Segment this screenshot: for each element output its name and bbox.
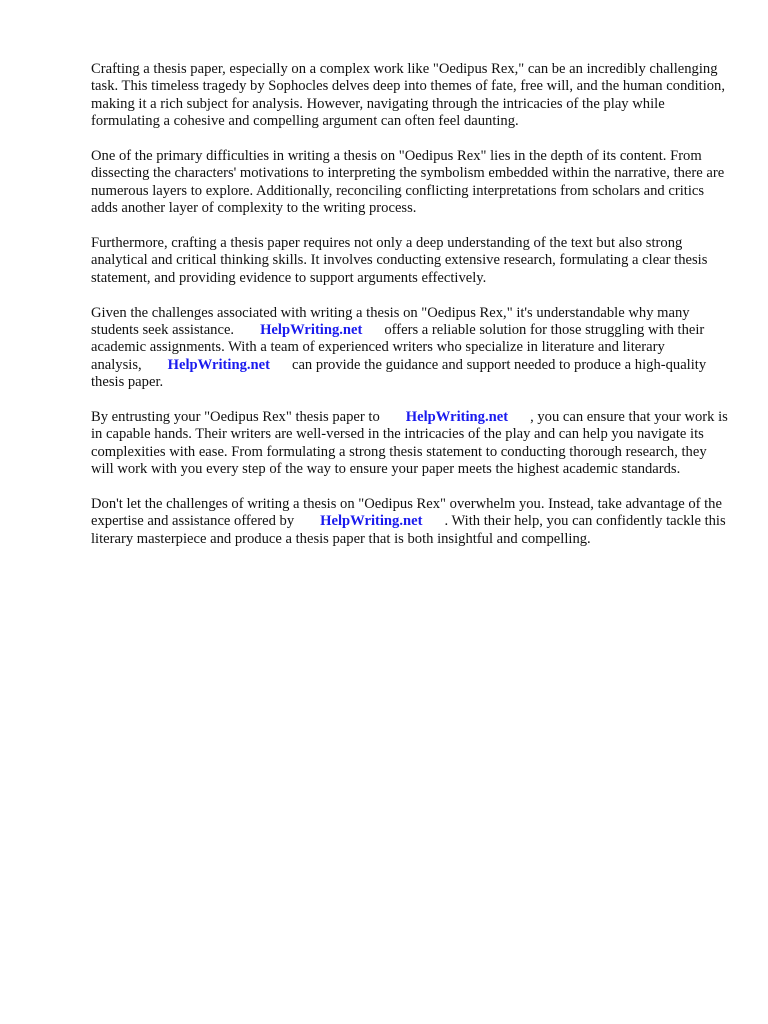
paragraph-5-text-2: , you can ensure that your work is in capable hands. Their writers are well-versed in the intricacies of the play and can help you navigate its complexities with ease. From formulating a strong thesis statement to conducting thorough research, they will work with you every step of the way to ensure your paper meets the highest academic standards. bbox=[91, 409, 728, 478]
paragraph-4 bbox=[91, 305, 731, 392]
paragraph-2: One of the primary difficulties in writing a thesis on "Oedipus Rex" lies in the depth of its content. From dissecting the characters' motivations to interpreting the symbolism embedded within the narrative, there are numerous layers to explore. Additionally, reconciling conflicting interpretations from scholars and critics adds another layer of complexity to the writing process. bbox=[91, 148, 725, 217]
paragraph-6-text-1: Don't let the challenges of writing a thesis on "Oedipus Rex" overwhelm you. Instead, take advantage of the expertise and assistance offered by bbox=[91, 496, 722, 530]
helpwriting-link[interactable]: HelpWriting.net bbox=[167, 356, 270, 373]
paragraph-5 bbox=[91, 409, 731, 479]
helpwriting-link[interactable]: HelpWriting.net bbox=[260, 322, 363, 339]
paragraph-6 bbox=[91, 496, 731, 548]
paragraph-6-text-2: . With their help, you can confidently tackle this literary masterpiece and produce a thesis paper that is both insightful and compelling. bbox=[91, 513, 726, 547]
paragraph-4-text-2: offers a reliable solution for those struggling with their academic assignments. With a team of experienced writers who specialize in literature and literary analysis, bbox=[91, 322, 705, 373]
document-body bbox=[91, 61, 731, 566]
paragraph-4-text-1: Given the challenges associated with writing a thesis on "Oedipus Rex," it's understandable why many students seek assistance. bbox=[91, 304, 690, 339]
paragraph-4-text-3: can provide the guidance and support needed to produce a high-quality thesis paper. bbox=[91, 356, 707, 391]
paragraph-3: Furthermore, crafting a thesis paper requires not only a deep understanding of the text but also strong analytical and critical thinking skills. It involves conducting extensive research, formulating a clear thesis statement, and providing evidence to support arguments effectively. bbox=[91, 235, 708, 286]
paragraph-1: Crafting a thesis paper, especially on a complex work like "Oedipus Rex," can be an incredibly challenging task. This timeless tragedy by Sophocles delves deep into themes of fate, free will, and the human condition, making it a rich subject for analysis. However, navigating through the intricacies of the play while formulating a cohesive and compelling argument can often feel daunting. bbox=[91, 61, 726, 130]
helpwriting-link[interactable]: HelpWriting.net bbox=[405, 409, 509, 426]
helpwriting-link[interactable]: HelpWriting.net bbox=[320, 513, 423, 530]
paragraph-5-text-1: By entrusting your "Oedipus Rex" thesis paper to bbox=[91, 409, 380, 426]
